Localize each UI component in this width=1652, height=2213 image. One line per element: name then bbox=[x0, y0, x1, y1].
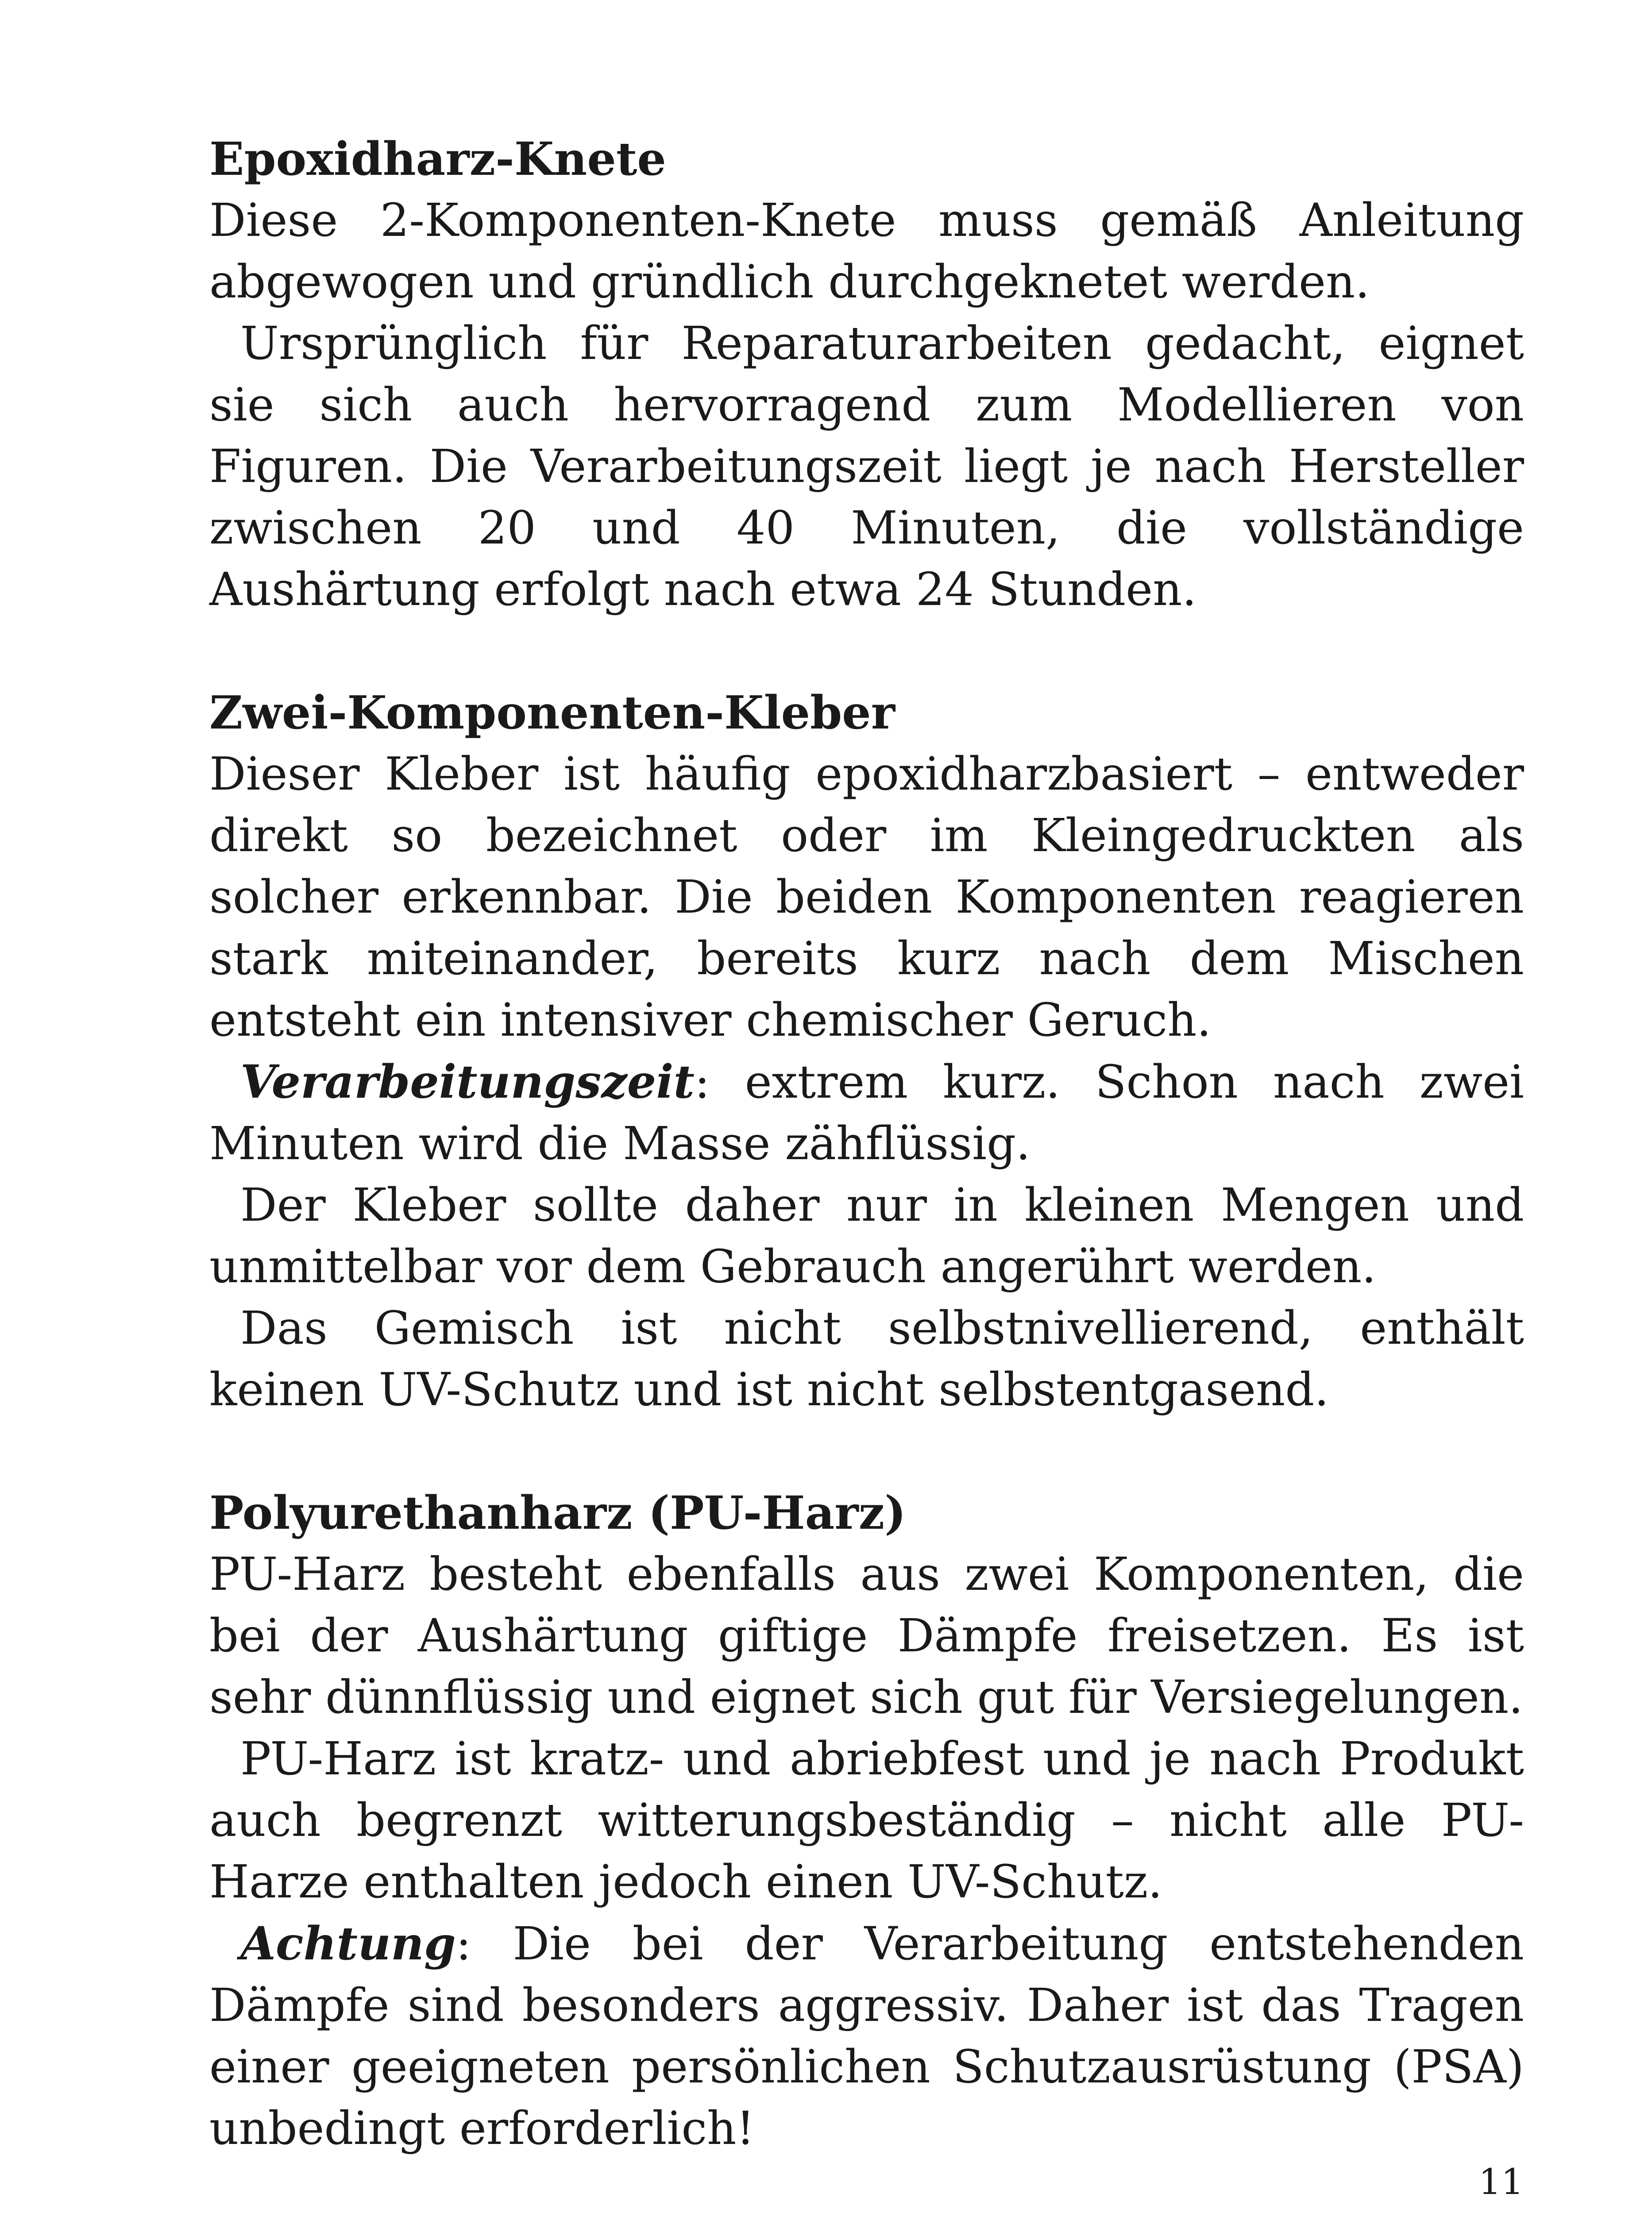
paragraph bbox=[209, 1051, 1524, 1175]
section-polyurethanharz bbox=[209, 1482, 1524, 2159]
section-zwei-komponenten-kleber bbox=[209, 682, 1524, 1421]
paragraph-text: : Die bei der Verarbeitung entstehenden Dämpfe sind besonders aggressiv. Daher ist das Tragen einer geeigneten persönlichen Schutzausrüstung (PSA) unbedingt erforderlich! bbox=[209, 1917, 1524, 2155]
emphasis-label: Achtung bbox=[240, 1917, 456, 1970]
paragraph: Diese 2-Komponenten-Knete muss gemäß Anleitung abgewogen und gründlich durchgeknetet werden. bbox=[209, 194, 1524, 308]
paragraph: Der Kleber sollte daher nur in kleinen Mengen und unmittelbar vor dem Gebrauch angerührt werden. bbox=[209, 1179, 1524, 1293]
section-title: Polyurethanharz (PU-Harz) bbox=[209, 1486, 906, 1540]
paragraph: PU-Harz ist kratz- und abriebfest und je nach Produkt auch begrenzt witterungsbeständig – nicht alle PU-Harze enthalten jedoch einen UV-Schutz. bbox=[209, 1732, 1524, 1908]
section-title: Zwei-Komponenten-Kleber bbox=[209, 686, 895, 740]
section-epoxidharz-knete bbox=[209, 128, 1524, 621]
paragraph: Dieser Kleber ist häufig epoxidharzbasiert – entweder direkt so bezeichnet oder im Kleingedruckten als solcher erkennbar. Die beiden Komponenten reagieren stark miteinander, bereits kurz nach dem Mischen entsteht ein intensiver chemischer Geruch. bbox=[209, 748, 1524, 1047]
body-text bbox=[209, 128, 1524, 2213]
paragraph bbox=[209, 1913, 1524, 2159]
paragraph: Ursprünglich für Reparaturarbeiten gedacht, eignet sie sich auch hervorragend zum Modellieren von Figuren. Die Verarbeitungszeit liegt je nach Hersteller zwischen 20 und 40 Minuten, die vollständige Aushärtung erfolgt nach etwa 24 Stunden. bbox=[209, 317, 1524, 616]
paragraph-text: : extrem kurz. Schon nach zwei Minuten wird die Masse zähflüssig. bbox=[209, 1056, 1524, 1170]
paragraph: PU-Harz besteht ebenfalls aus zwei Komponenten, die bei der Aushärtung giftige Dämpfe freisetzen. Es ist sehr dünnflüssig und eignet sich gut für Versiegelungen. bbox=[209, 1548, 1524, 1724]
section-title: Epoxidharz-Knete bbox=[209, 132, 666, 186]
page-number: 11 bbox=[1478, 2161, 1524, 2202]
emphasis-label: Verarbeitungszeit bbox=[240, 1055, 695, 1109]
paragraph: Das Gemisch ist nicht selbstnivellierend, enthält keinen UV-Schutz und ist nicht selbstentgasend. bbox=[209, 1302, 1524, 1416]
